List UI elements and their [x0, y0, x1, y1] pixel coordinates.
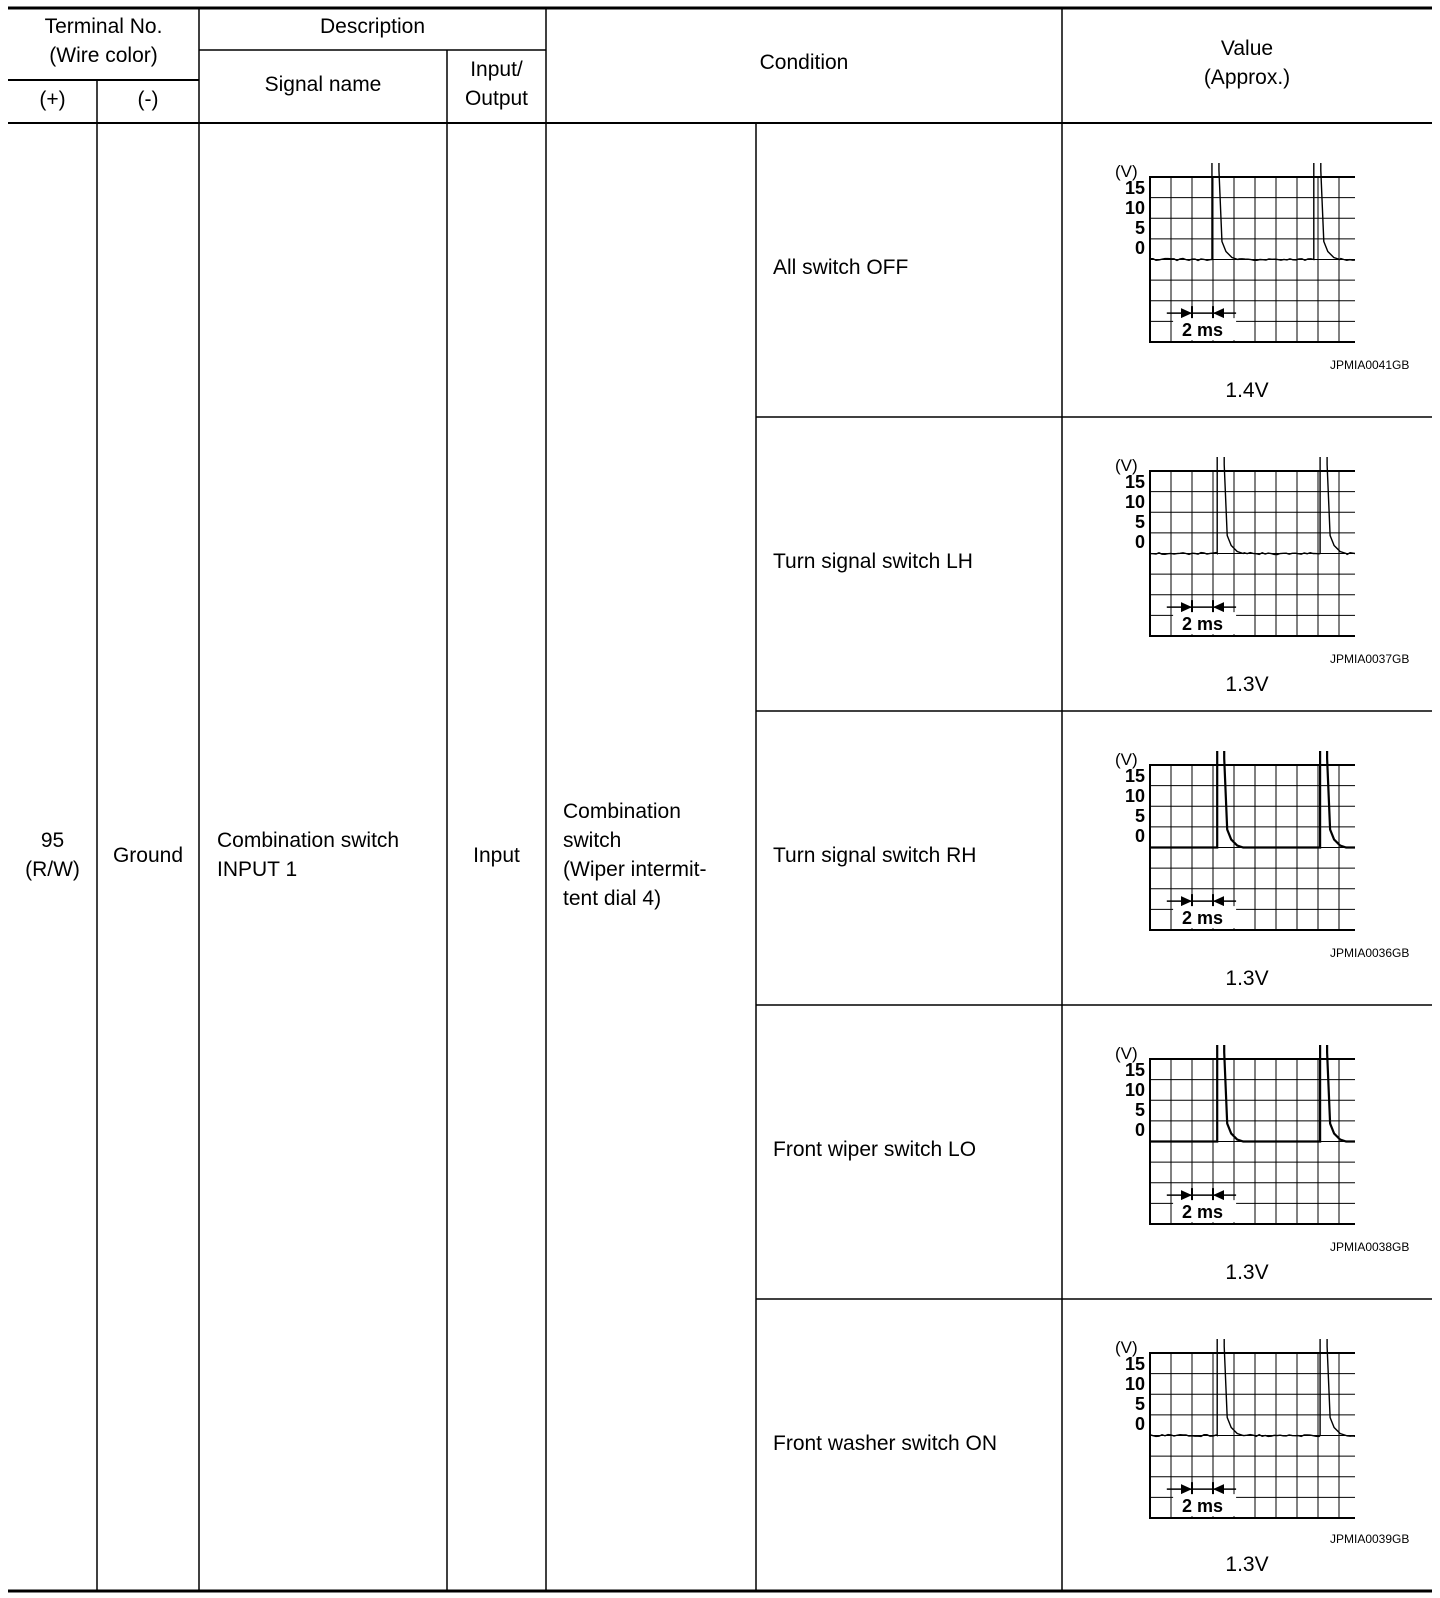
header-input: Input/	[470, 58, 523, 81]
sub-condition-row	[0, 1005, 1440, 1299]
y-tick-label: 15	[1124, 1354, 1145, 1374]
approx-value: 1.3V	[1225, 673, 1269, 696]
condition-line1: Combination	[563, 800, 681, 823]
sub-condition-row	[0, 123, 1440, 417]
y-tick-label: 5	[1134, 806, 1145, 826]
sub-condition-row	[0, 1299, 1440, 1591]
time-marker-arrow	[1213, 1484, 1224, 1494]
header-condition: Condition	[759, 51, 849, 74]
approx-value: 1.3V	[1225, 1261, 1269, 1284]
time-scale-label: 2 ms	[1181, 1202, 1224, 1223]
sub-condition-label: All switch OFF	[773, 256, 909, 279]
oscilloscope-waveform	[1105, 1045, 1355, 1225]
condition-line3: (Wiper intermit-	[563, 858, 707, 881]
time-scale-label: 2 ms	[1181, 614, 1224, 635]
header-terminal-no: Terminal No.	[44, 15, 163, 38]
y-tick-label: 0	[1134, 826, 1145, 846]
y-tick-label: 0	[1134, 238, 1145, 258]
figure-code: JPMIA0041GB	[1330, 358, 1410, 372]
figure-code: JPMIA0038GB	[1330, 1240, 1410, 1254]
y-tick-label: 10	[1124, 492, 1145, 512]
sub-condition-label: Front washer switch ON	[773, 1432, 998, 1455]
header-approx: (Approx.)	[1203, 66, 1291, 89]
terminal-wire-color: (R/W)	[25, 858, 80, 881]
approx-value: 1.3V	[1225, 1553, 1269, 1576]
y-tick-label: 5	[1134, 218, 1145, 238]
time-marker-arrow	[1181, 896, 1192, 906]
sub-condition-label: Front wiper switch LO	[773, 1138, 977, 1161]
y-unit-label: (V)	[1115, 1339, 1138, 1357]
y-tick-label: 15	[1124, 766, 1145, 786]
time-marker-arrow	[1181, 1484, 1192, 1494]
time-marker-arrow	[1181, 308, 1192, 318]
time-marker-arrow	[1213, 896, 1224, 906]
header-signal-name: Signal name	[264, 73, 382, 96]
y-tick-label: 10	[1124, 1080, 1145, 1100]
y-tick-label: 15	[1124, 472, 1145, 492]
header-output: Output	[464, 87, 529, 110]
oscilloscope-waveform	[1105, 1339, 1355, 1519]
y-tick-label: 10	[1124, 1374, 1145, 1394]
y-unit-label: (V)	[1115, 457, 1138, 475]
y-tick-label: 5	[1134, 1394, 1145, 1414]
y-tick-label: 5	[1134, 1100, 1145, 1120]
terminal-number: 95	[40, 829, 65, 852]
time-scale-label: 2 ms	[1181, 320, 1224, 341]
time-marker-arrow	[1181, 602, 1192, 612]
approx-value: 1.3V	[1225, 967, 1269, 990]
y-tick-label: 15	[1124, 178, 1145, 198]
time-marker-arrow	[1213, 1190, 1224, 1200]
header-value: Value	[1220, 37, 1274, 60]
header-wire-color: (Wire color)	[49, 44, 158, 67]
sub-condition-label: Turn signal switch RH	[773, 844, 977, 867]
oscilloscope-waveform	[1105, 751, 1355, 931]
y-tick-label: 5	[1134, 512, 1145, 532]
y-unit-label: (V)	[1115, 163, 1138, 181]
header-plus: (+)	[39, 88, 66, 111]
header-description: Description	[319, 15, 426, 38]
time-scale-label: 2 ms	[1181, 908, 1224, 929]
signal-name-line1: Combination switch	[217, 829, 400, 852]
sub-condition-label: Turn signal switch LH	[773, 550, 973, 573]
y-unit-label: (V)	[1115, 751, 1138, 769]
y-tick-label: 10	[1124, 198, 1145, 218]
approx-value: 1.4V	[1225, 379, 1269, 402]
y-tick-label: 15	[1124, 1060, 1145, 1080]
y-tick-label: 0	[1134, 1414, 1145, 1434]
figure-code: JPMIA0039GB	[1330, 1532, 1410, 1546]
terminal-minus-ground: Ground	[112, 844, 184, 867]
figure-code: JPMIA0037GB	[1330, 652, 1410, 666]
time-marker-arrow	[1181, 1190, 1192, 1200]
y-tick-label: 10	[1124, 786, 1145, 806]
y-tick-label: 0	[1134, 1120, 1145, 1140]
sub-condition-row	[0, 417, 1440, 711]
oscilloscope-waveform	[1105, 457, 1355, 637]
time-marker-arrow	[1213, 602, 1224, 612]
io-value: Input	[473, 844, 520, 867]
y-unit-label: (V)	[1115, 1045, 1138, 1063]
signal-name-line2: INPUT 1	[217, 858, 298, 881]
oscilloscope-waveform	[1105, 163, 1355, 343]
y-tick-label: 0	[1134, 532, 1145, 552]
condition-line4: tent dial 4)	[563, 887, 662, 910]
sub-condition-row	[0, 711, 1440, 1005]
time-scale-label: 2 ms	[1181, 1496, 1224, 1517]
figure-code: JPMIA0036GB	[1330, 946, 1410, 960]
header-minus: (-)	[137, 88, 159, 111]
time-marker-arrow	[1213, 308, 1224, 318]
condition-line2: switch	[563, 829, 622, 852]
